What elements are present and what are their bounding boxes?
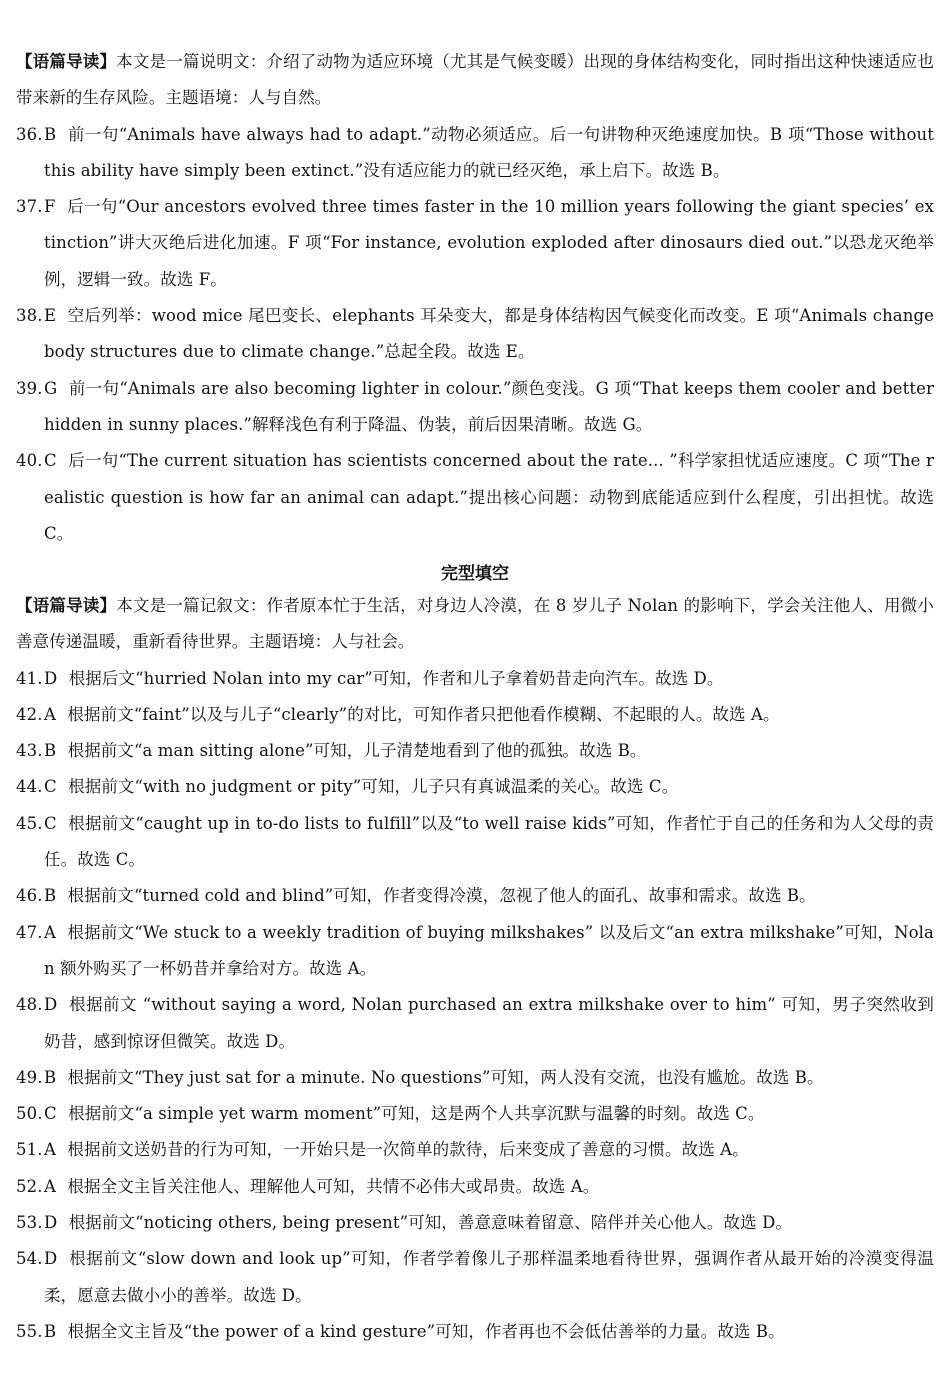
reading-lead bbox=[16, 44, 934, 117]
answer-item-38 bbox=[16, 298, 934, 371]
item-explanation: 根据前文“turned cold and blind”可知，作者变得冷漠，忽视了他人的面孔、故事和需求。故选 B。 bbox=[67, 886, 816, 906]
item-explanation: 根据前文“faint”以及与儿子“clearly”的对比，可知作者只把他看作模糊、不起眼的人。故选 A。 bbox=[67, 704, 780, 724]
item-explanation: 根据全文主旨关注他人、理解他人可知，共情不必伟大或昂贵。故选 A。 bbox=[67, 1176, 600, 1196]
item-explanation: 根据前文“caught up in to-do lists to fulfill”以及“to well raise kids”可知，作者忙于自己的任务和为人父母的责任。故选 C。 bbox=[44, 813, 934, 870]
item-explanation: 空后列举：wood mice 尾巴变长、elephants 耳朵变大，都是身体结构因气候变化而改变。E 项“Animals change body structures due to climate change.”总起全段。故选 E。 bbox=[44, 306, 934, 362]
item-explanation: 前一句“Animals are also becoming lighter in colour.”颜色变浅。G 项“That keeps them cooler and better hidden in sunny places.”解释浅色有利于降温、伪装，前后因果清晰。故选 G。 bbox=[44, 378, 934, 434]
answer-item-41 bbox=[16, 661, 934, 697]
item-answer: F bbox=[44, 197, 56, 217]
item-explanation: 后一句“The current situation has scientists concerned about the rate... ”科学家担忧适应速度。C 项“The realistic question is how far an animal can adapt.”提出核心问题：动物到底能适应到什么程度，引出担忧。故选 C。 bbox=[44, 451, 934, 543]
answer-item-37 bbox=[16, 189, 934, 298]
answer-item-54 bbox=[16, 1241, 934, 1314]
item-explanation: 后一句“Our ancestors evolved three times faster in the 10 million years following the giant species’ extinction”讲大灭绝后进化加速。F 项“For instance, evolution exploded after dinosaurs died out.”以恐龙灭绝举例，逻辑一致。故选 F。 bbox=[44, 197, 934, 289]
item-answer: B bbox=[44, 741, 57, 761]
answer-item-52 bbox=[16, 1169, 934, 1205]
answer-item-36 bbox=[16, 117, 934, 190]
item-answer: D bbox=[44, 1249, 58, 1269]
item-number: 51. bbox=[16, 1140, 43, 1160]
item-number: 54. bbox=[16, 1249, 43, 1269]
item-explanation: 根据前文“slow down and look up”可知，作者学着像儿子那样温柔地看待世界，强调作者从最开始的冷漠变得温柔，愿意去做小小的善举。故选 D。 bbox=[44, 1249, 934, 1305]
item-explanation: 前一句“Animals have always had to adapt.”动物必须适应。后一句讲物种灭绝速度加快。B 项“Those without this ability have simply been extinct.”没有适应能力的就已经灭绝，承上启下。故选 B。 bbox=[44, 124, 934, 180]
item-number: 55. bbox=[16, 1321, 43, 1341]
item-answer: G bbox=[44, 378, 58, 398]
item-explanation: 根据后文“hurried Nolan into my car”可知，作者和儿子拿着奶昔走向汽车。故选 D。 bbox=[68, 668, 724, 688]
item-answer: B bbox=[44, 1067, 57, 1087]
item-explanation: 根据前文“noticing others, being present”可知，善意意味着留意、陪伴并关心他人。故选 D。 bbox=[68, 1213, 793, 1233]
item-number: 40. bbox=[16, 451, 43, 471]
item-answer: C bbox=[44, 1104, 57, 1124]
answer-item-40 bbox=[16, 443, 934, 552]
item-explanation: 根据前文“a simple yet warm moment”可知，这是两个人共享沉默与温馨的时刻。故选 C。 bbox=[68, 1104, 765, 1124]
answer-item-47 bbox=[16, 915, 934, 988]
item-answer: D bbox=[44, 995, 58, 1015]
item-number: 36. bbox=[16, 124, 43, 144]
lead-tag: 【语篇导读】 bbox=[16, 52, 117, 71]
item-number: 53. bbox=[16, 1213, 43, 1233]
item-number: 46. bbox=[16, 886, 43, 906]
answer-item-44 bbox=[16, 769, 934, 805]
answer-item-45 bbox=[16, 806, 934, 879]
item-explanation: 根据前文送奶昔的行为可知，一开始只是一次简单的款待，后来变成了善意的习惯。故选 A。 bbox=[67, 1140, 749, 1160]
answer-item-49 bbox=[16, 1060, 934, 1096]
item-answer: C bbox=[44, 777, 57, 797]
item-number: 50. bbox=[16, 1104, 43, 1124]
item-answer: A bbox=[44, 704, 57, 724]
item-explanation: 根据前文“a man sitting alone”可知，儿子清楚地看到了他的孤独。故选 B。 bbox=[67, 741, 647, 761]
item-answer: B bbox=[44, 1321, 57, 1341]
item-explanation: 根据前文“They just sat for a minute. No questions”可知，两人没有交流，也没有尴尬。故选 B。 bbox=[67, 1067, 824, 1087]
answer-item-46 bbox=[16, 878, 934, 914]
item-number: 38. bbox=[16, 306, 43, 326]
item-number: 39. bbox=[16, 378, 43, 398]
answer-item-39 bbox=[16, 371, 934, 444]
item-number: 48. bbox=[16, 995, 43, 1015]
item-number: 49. bbox=[16, 1067, 43, 1087]
item-explanation: 根据全文主旨及“the power of a kind gesture”可知，作者再也不会低估善举的力量。故选 B。 bbox=[67, 1321, 785, 1341]
item-answer: A bbox=[44, 1176, 57, 1196]
item-answer: B bbox=[44, 886, 57, 906]
item-answer: E bbox=[44, 306, 57, 326]
answer-item-42 bbox=[16, 697, 934, 733]
answer-item-51 bbox=[16, 1132, 934, 1168]
answer-item-50 bbox=[16, 1096, 934, 1132]
item-number: 41. bbox=[16, 668, 43, 688]
item-number: 44. bbox=[16, 777, 43, 797]
item-answer: A bbox=[44, 1140, 57, 1160]
answer-item-43 bbox=[16, 733, 934, 769]
cloze-lead bbox=[16, 588, 934, 661]
item-answer: C bbox=[44, 813, 57, 833]
item-explanation: 根据前文“We stuck to a weekly tradition of buying milkshakes” 以及后文“an extra milkshake”可知，Nolan 额外购买了一杯奶昔并拿给对方。故选 A。 bbox=[44, 922, 934, 978]
lead-tag: 【语篇导读】 bbox=[16, 596, 117, 615]
item-number: 43. bbox=[16, 741, 43, 761]
cloze-section bbox=[16, 588, 934, 1350]
item-number: 47. bbox=[16, 922, 43, 942]
item-number: 52. bbox=[16, 1176, 43, 1196]
answer-item-53 bbox=[16, 1205, 934, 1241]
item-answer: B bbox=[44, 124, 57, 144]
answer-item-55 bbox=[16, 1314, 934, 1350]
item-answer: A bbox=[44, 922, 57, 942]
item-number: 37. bbox=[16, 197, 43, 217]
answer-item-48 bbox=[16, 987, 934, 1060]
lead-text: 本文是一篇记叙文：作者原本忙于生活，对身边人冷漠，在 8 岁儿子 Nolan 的影响下，学会关注他人、用微小善意传递温暖，重新看待世界。主题语境：人与社会。 bbox=[16, 596, 934, 652]
lead-text: 本文是一篇说明文：介绍了动物为适应环境（尤其是气候变暖）出现的身体结构变化，同时指出这种快速适应也带来新的生存风险。主题语境：人与自然。 bbox=[16, 52, 934, 108]
item-answer: C bbox=[44, 451, 57, 471]
item-answer: D bbox=[44, 668, 58, 688]
item-explanation: 根据前文“with no judgment or pity”可知，儿子只有真诚温柔的关心。故选 C。 bbox=[68, 777, 679, 797]
item-explanation: 根据前文 “without saying a word, Nolan purchased an extra milkshake over to him” 可知，男子突然收到奶昔，感到惊讶但微笑。故选 D。 bbox=[44, 995, 934, 1051]
item-number: 45. bbox=[16, 813, 43, 833]
section-title: 完型填空 bbox=[441, 564, 509, 584]
item-number: 42. bbox=[16, 704, 43, 724]
item-answer: D bbox=[44, 1213, 58, 1233]
reading-section bbox=[16, 44, 934, 552]
